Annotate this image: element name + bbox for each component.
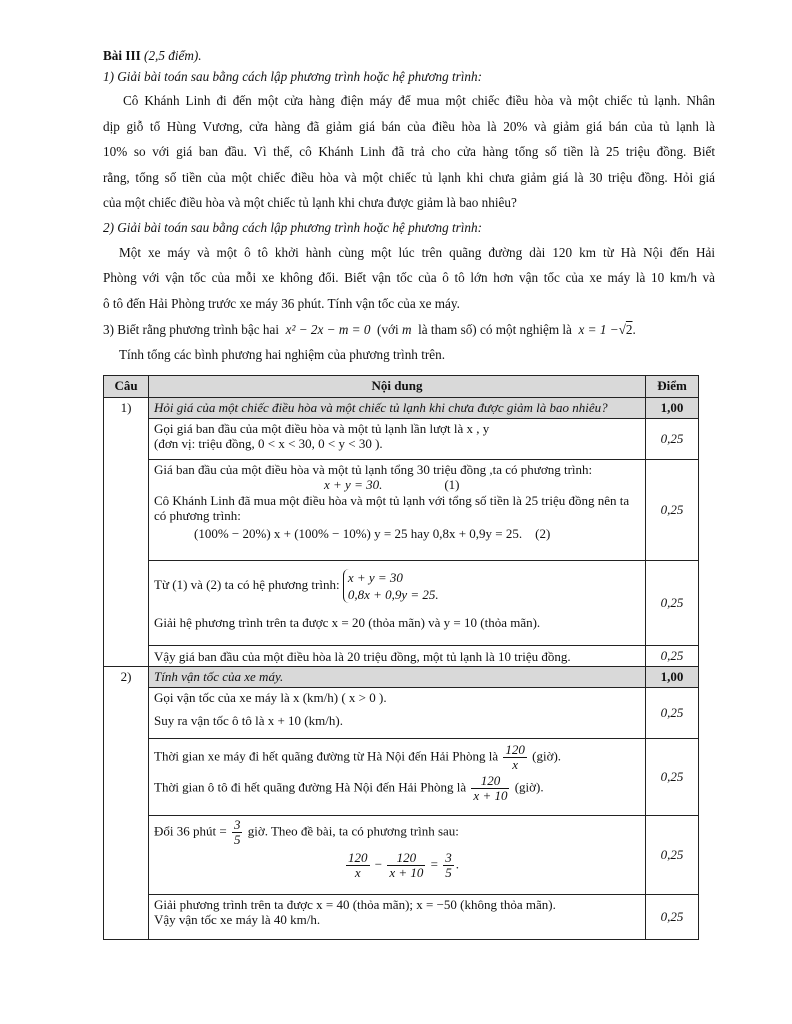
table-row: Vậy giá ban đầu của một điều hòa là 20 triệu đồng, một tủ lạnh là 10 triệu đồng. 0,25 (104, 645, 699, 667)
score-cell: 0,25 (646, 645, 699, 667)
table-row: Gọi giá ban đầu của một điều hòa và một tủ lạnh lần lượt là x , y (đơn vị: triệu đồng, 0 < x < 30, 0 < y < 30 ). 0,25 (104, 418, 699, 459)
part1-line: Cô Khánh Linh đi đến một cửa hàng điện máy để mua một chiếc điều hòa và một chiếc tủ lạnh. Nhân (123, 93, 715, 108)
table-row: Gọi vận tốc của xe máy là x (km/h) ( x > 0 ). Suy ra vận tốc ô tô là x + 10 (km/h). 0,25 (104, 687, 699, 738)
sqrt-symbol: √ (618, 322, 626, 337)
q2-title-row (104, 667, 699, 688)
q1-number: 1) (104, 398, 149, 667)
part1-text (103, 88, 715, 216)
fraction: $\frac{120}{x + 10}$ (473, 772, 508, 803)
table-row: Giá ban đầu của một điều hòa và một tủ lạnh tổng 30 triệu đồng ,ta có phương trình: x + y = 30. (1) Cô Khánh Linh đã mua một điều hòa và một tủ lạnh với tổng số tiền là 25 triệu đồng nên ta có phương trình: (100% − 20%) x + (100% − 10%) y = 25 hay 0,8x + 0,9y = 25. (2) 0,25 (104, 459, 699, 560)
part1-line: dịp giỗ tổ Hùng Vương, cửa hàng đã giảm giá bán của điều hòa là 20% và giảm giá bán của tủ lạnh là (103, 118, 715, 134)
score-cell: 0,25 (646, 687, 699, 738)
header-cau: Câu (104, 376, 149, 398)
part3-root: x = 1 − (578, 322, 619, 337)
part3-line2: Tính tổng các bình phương hai nghiệm của phương trình trên. (119, 347, 445, 362)
header-diem: Điểm (646, 376, 699, 398)
fraction: $\frac{120}{x}$ (505, 741, 525, 772)
part3-line1: 3) Biết rằng phương trình bậc hai x² − 2x − m = 0 (với m là tham số) có một nghiệm là x = 1 −√2. (103, 322, 636, 337)
problem-statement (103, 46, 715, 366)
table-header-row (104, 376, 699, 398)
part2-text (103, 240, 715, 317)
part1-line: 10% so với giá ban đầu. Vì thế, cô Khánh Linh đã trả cho cửa hàng tổng số tiền là 25 triệu đồng. Biết (103, 144, 715, 159)
part2-line: Phòng với vận tốc của mỗi xe không đổi. Biết vận tốc của ô tô lớn hơn vận tốc của xe máy là 10 km/h và (103, 270, 715, 285)
q2-number: 2) (104, 667, 149, 940)
part1-line: của một chiếc điều hòa và một chiếc tủ lạnh khi chưa được giảm là bao nhiêu? (103, 195, 517, 210)
table-row: Giải phương trình trên ta được x = 40 (thỏa mãn); x = −50 (không thỏa mãn). Vậy vận tốc xe máy là 40 km/h. 0,25 (104, 894, 699, 939)
part3-equation: x² − 2x − m = 0 (285, 322, 371, 337)
q1-score: 1,00 (646, 398, 699, 419)
problem-header (103, 46, 715, 66)
score-cell: 0,25 (646, 894, 699, 939)
table-row: Từ (1) và (2) ta có hệ phương trình: x + y = 30 0,8x + 0,9y = 25. Giải hệ phương trình trên ta được x = 20 (thỏa mãn) và y = 10 (thỏa mãn). 0,25 (104, 560, 699, 645)
score-cell: 0,25 (646, 738, 699, 815)
part2-prompt: 2) Giải bài toán sau bằng cách lập phương trình hoặc hệ phương trình: (103, 219, 483, 235)
fraction: $\frac{3}{5}$ (233, 816, 241, 847)
part1-line: rằng, tổng số tiền của một chiếc điều hòa và một chiếc tủ lạnh khi chưa giảm giá là 30 triệu đồng. Hỏi giá (103, 169, 715, 185)
score-cell: 0,25 (646, 560, 699, 645)
part2-line: ô tô đến Hải Phòng trước xe máy 36 phút. Tính vận tốc của xe máy. (103, 295, 460, 311)
header-noi-dung: Nội dung (149, 376, 646, 398)
velocity-equation: $\frac{120}{x}$ − $\frac{120}{x + 10}$ = $\frac{3}{5}$ . (348, 849, 459, 880)
problem-title: Bài III (103, 48, 141, 63)
table-row: Thời gian xe máy đi hết quãng đường từ Hà Nội đến Hải Phòng là $\frac{120}{x}$ (giờ). Thời gian ô tô đi hết quãng đường Hà Nội đến Hải Phòng là $\frac{120}{x + 10}$ (giờ). 0,25 (104, 738, 699, 815)
q1-title-row (104, 398, 699, 419)
q1-title: Hỏi giá của một chiếc điều hòa và một chiếc tủ lạnh khi chưa được giảm là bao nhiêu? (149, 398, 646, 419)
equation-system: x + y = 30 0,8x + 0,9y = 25. (343, 569, 439, 603)
score-cell: 0,25 (646, 815, 699, 894)
q2-score: 1,00 (646, 667, 699, 688)
part1-prompt: 1) Giải bài toán sau bằng cách lập phương trình hoặc hệ phương trình: (103, 69, 483, 84)
score-cell: 0,25 (646, 418, 699, 459)
solution-table (103, 375, 699, 940)
q2-title: Tính vận tốc của xe máy. (149, 667, 646, 688)
part2-line: Một xe máy và một ô tô khởi hành cùng một lúc trên quãng đường dài 120 km từ Hà Nội đến Hải (119, 244, 715, 260)
score-cell: 0,25 (646, 459, 699, 560)
problem-points: (2,5 điểm). (144, 48, 202, 63)
table-row: Đổi 36 phút = $\frac{3}{5}$ giờ. Theo đề bài, ta có phương trình sau: $\frac{120}{x}$ − $\frac{120}{x + 10}$ = $\frac{3}{5}$ . 0,25 (104, 815, 699, 894)
